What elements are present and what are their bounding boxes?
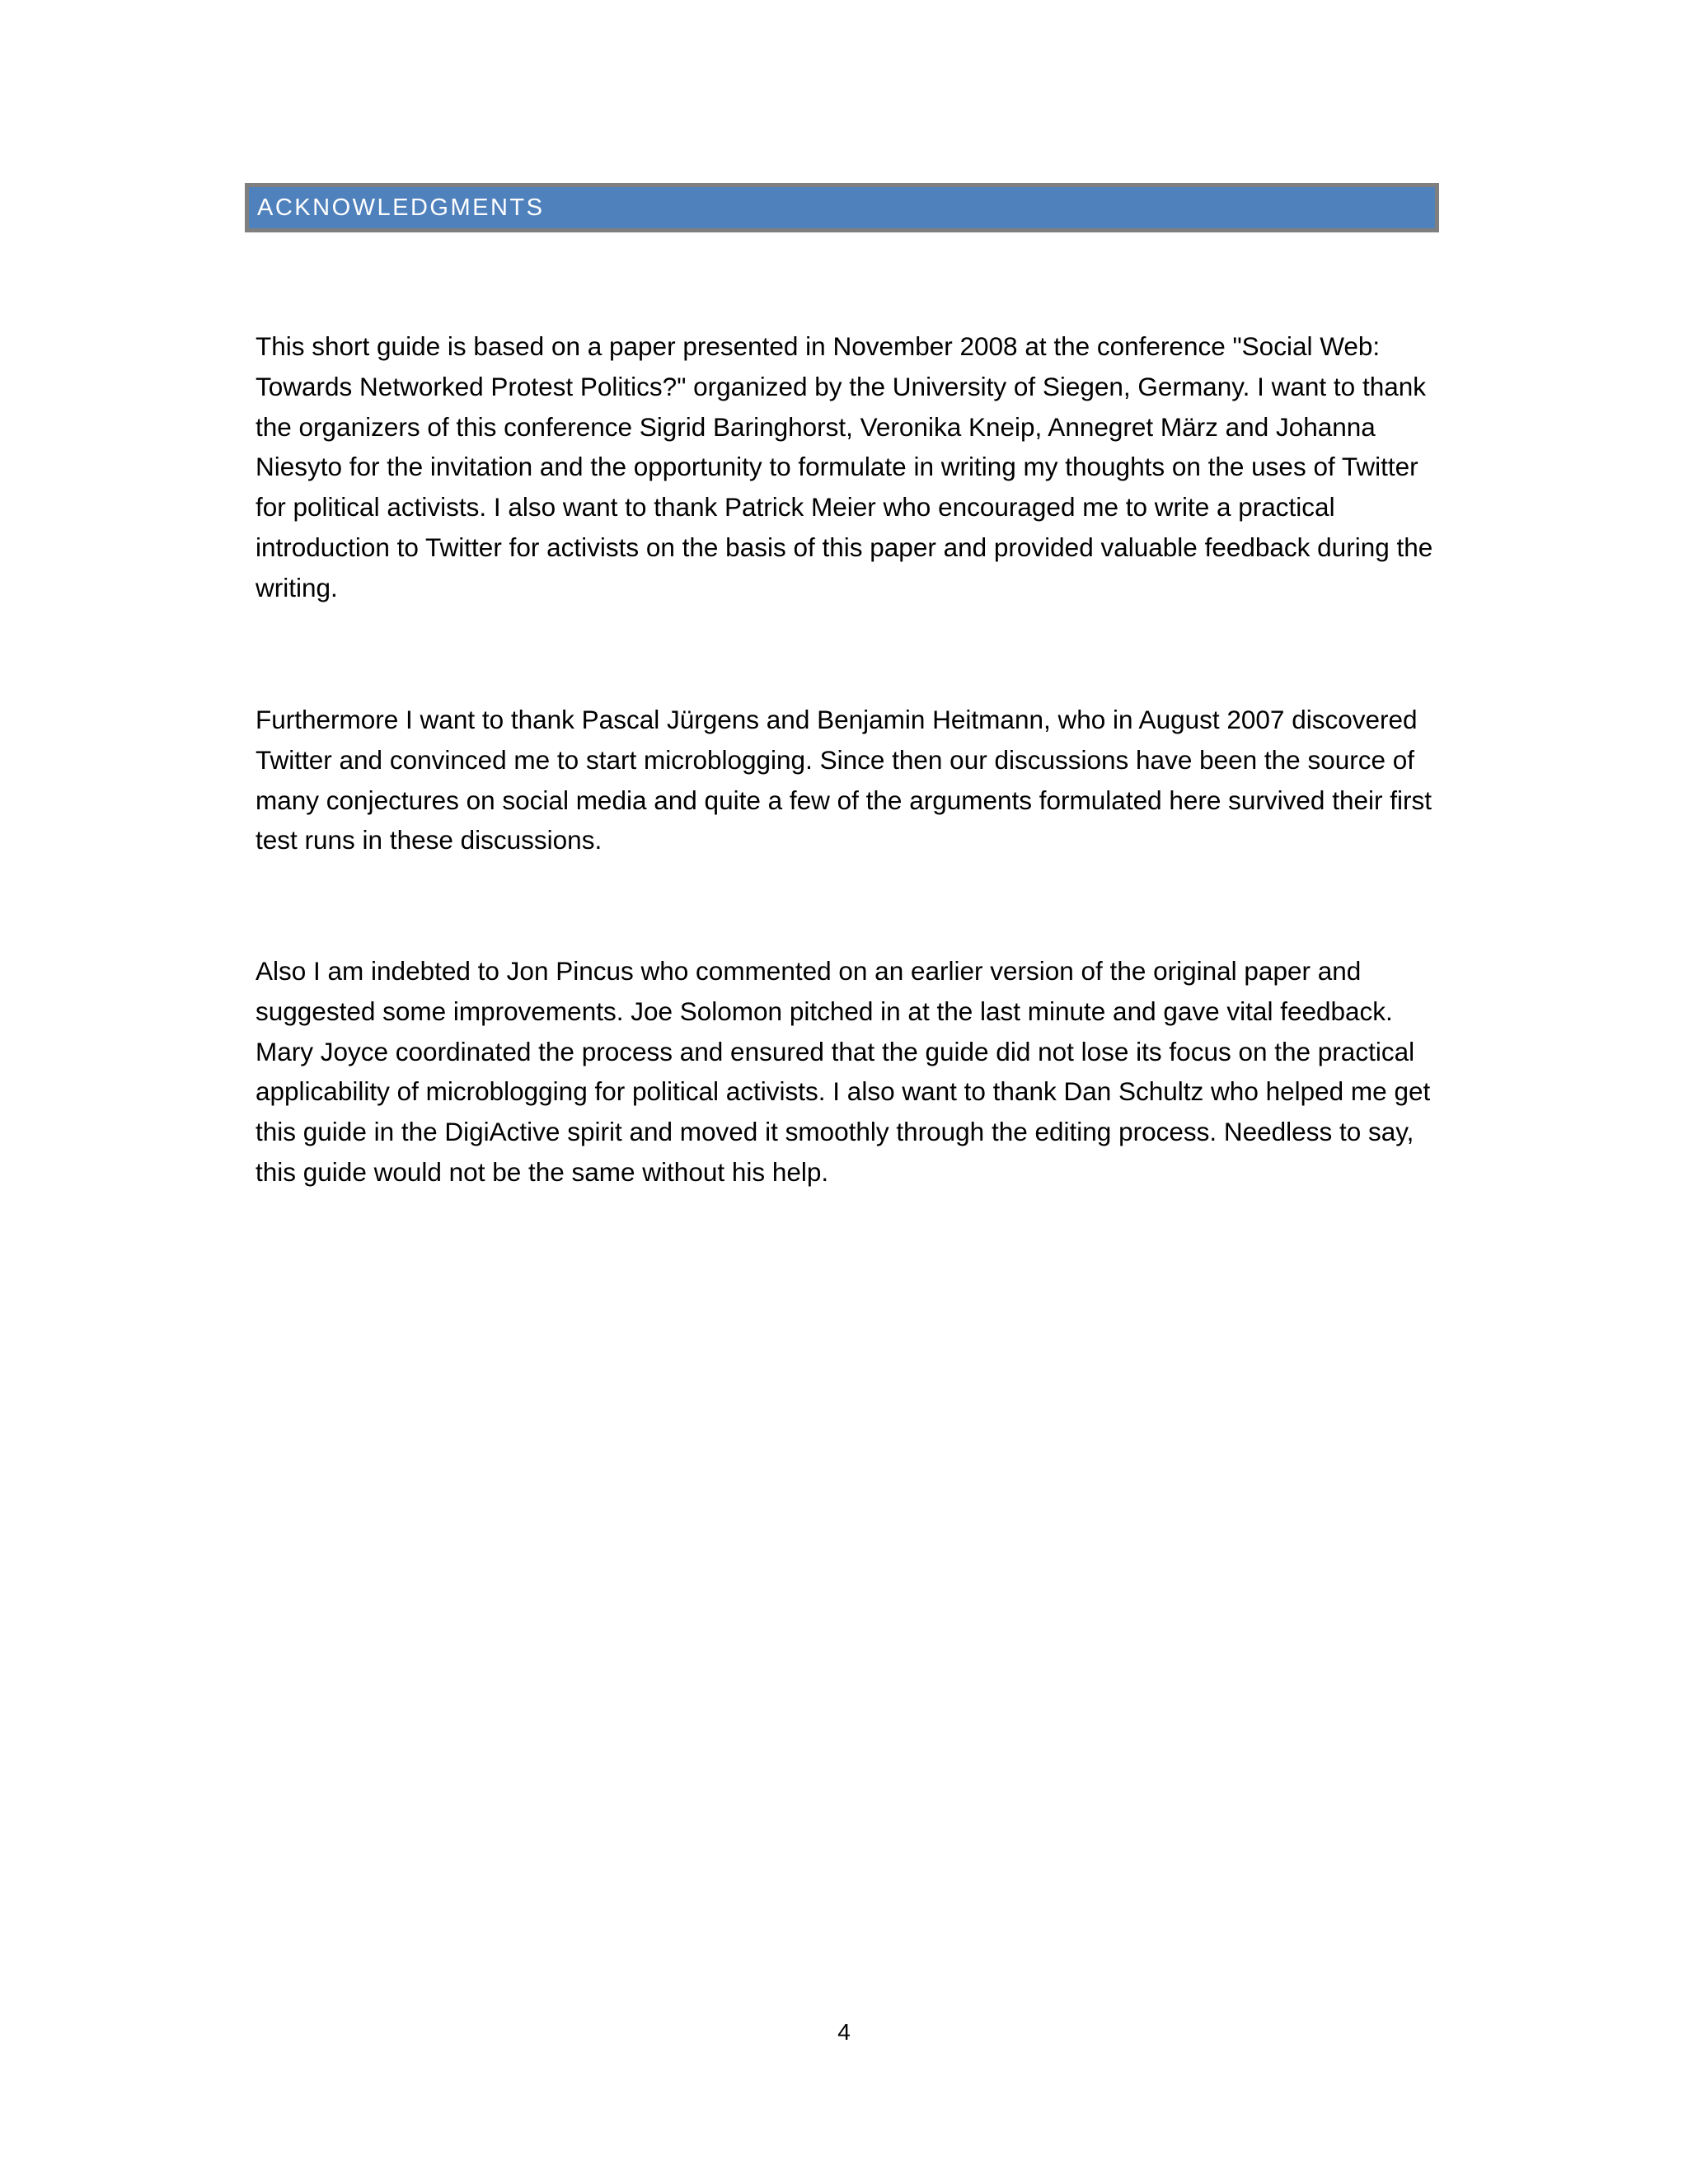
page-number: 4	[837, 2019, 851, 2045]
section-heading-bar	[245, 183, 1439, 232]
section-heading-title: ACKNOWLEDGMENTS	[257, 194, 545, 221]
acknowledgments-paragraph-1: This short guide is based on a paper presented in November 2008 at the conference "Social Web: Towards Networked Protest Politics?" organized by the University of Siegen, Germany. I want to thank the organizers of this conference Sigrid Baringhorst, Veronika Kneip, Annegret März and Johanna Niesyto for the invitation and the opportunity to formulate in writing my thoughts on the uses of Twitter for political activists. I also want to thank Patrick Meier who encouraged me to write a practical introduction to Twitter for activists on the basis of this paper and provided valuable feedback during the writing.	[256, 331, 1433, 602]
acknowledgments-paragraph-2: Furthermore I want to thank Pascal Jürgens and Benjamin Heitmann, who in August 2007 discovered Twitter and convinced me to start microblogging. Since then our discussions have been the source of many conjectures on social media and quite a few of the arguments formulated here survived their first test runs in these discussions.	[256, 705, 1432, 855]
acknowledgments-paragraph-3: Also I am indebted to Jon Pincus who commented on an earlier version of the original paper and suggested some improvements. Joe Solomon pitched in at the last minute and gave vital feedback. Mary Joyce coordinated the process and ensured that the guide did not lose its focus on the practical applicability of microblogging for political activists. I also want to thank Dan Schultz who helped me get this guide in the DigiActive spirit and moved it smoothly through the editing process. Needless to say, this guide would not be the same without his help.	[256, 956, 1431, 1187]
